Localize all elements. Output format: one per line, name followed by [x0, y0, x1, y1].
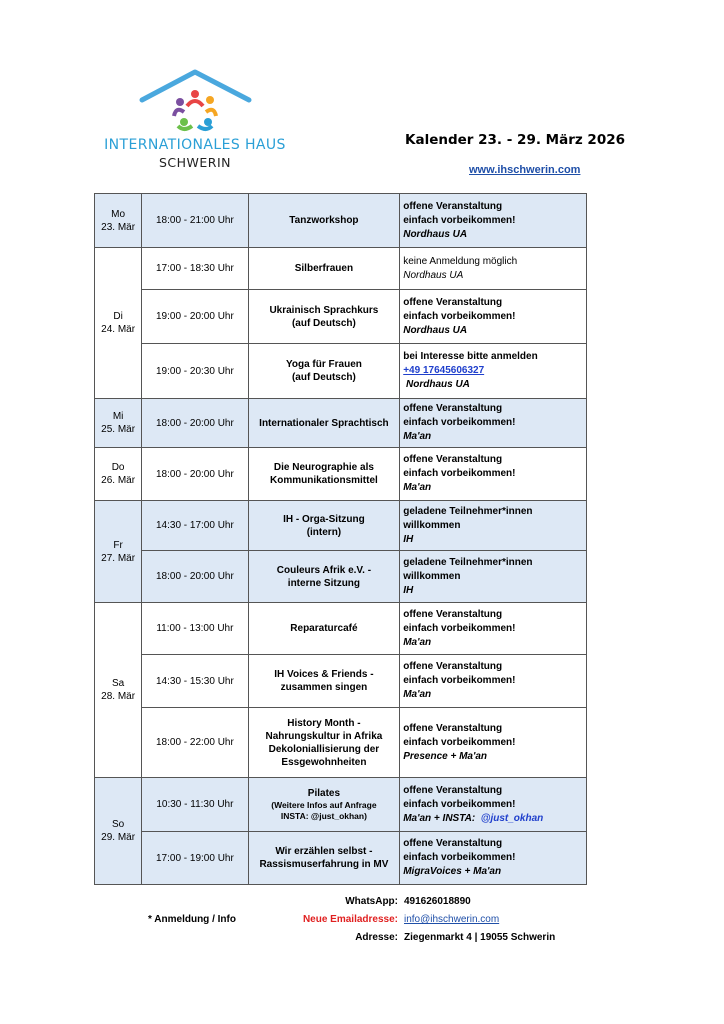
day-cell: Do 26. Mär	[95, 448, 142, 501]
day-cell: Mi 25. Mär	[95, 399, 142, 448]
day-cell: Sa 28. Mär	[95, 603, 142, 778]
event-cell: Silberfrauen	[248, 248, 400, 290]
table-row	[95, 290, 587, 344]
instagram-link[interactable]: @just_okhan	[480, 812, 544, 824]
time-cell: 10:30 - 11:30 Uhr	[142, 778, 248, 832]
event-cell: Pilates (Weitere Infos auf Anfrage INSTA: @just_okhan)	[248, 778, 400, 832]
time-cell: 18:00 - 20:00 Uhr	[142, 551, 248, 603]
time-cell: 19:00 - 20:00 Uhr	[142, 290, 248, 344]
whatsapp-number: 491626018890	[404, 896, 471, 907]
table-row	[95, 832, 587, 885]
info-cell: geladene Teilnehmer*innen willkommen IH	[400, 551, 587, 603]
org-city: SCHWERIN	[158, 155, 232, 170]
day-cell: Mo 23. Mär	[95, 194, 142, 248]
address-value: Ziegenmarkt 4 | 19055 Schwerin	[404, 932, 556, 943]
time-cell: 18:00 - 21:00 Uhr	[142, 194, 248, 248]
time-cell: 17:00 - 19:00 Uhr	[142, 832, 248, 885]
info-cell: offene Veranstaltung einfach vorbeikommen! Ma'an	[400, 448, 587, 501]
info-cell: offene Veranstaltung einfach vorbeikommen! Ma'an + INSTA: @just_okhan	[400, 778, 587, 832]
calendar-table	[94, 193, 587, 885]
info-cell: offene Veranstaltung einfach vorbeikommen! Ma'an	[400, 603, 587, 655]
day-cell: So 29. Mär	[95, 778, 142, 885]
event-cell: IH Voices & Friends - zusammen singen	[248, 655, 400, 708]
phone-link[interactable]: +49 17645606327	[403, 365, 485, 376]
info-cell: bei Interesse bitte anmelden +49 17645606327 Nordhaus UA	[400, 344, 587, 399]
event-cell: Ukrainisch Sprachkurs (auf Deutsch)	[248, 290, 400, 344]
info-cell: offene Veranstaltung einfach vorbeikommen! Nordhaus UA	[400, 194, 587, 248]
time-cell: 14:30 - 17:00 Uhr	[142, 501, 248, 551]
table-row	[95, 344, 587, 399]
email-label: Neue Emailadresse:	[302, 914, 398, 925]
info-cell: keine Anmeldung möglich Nordhaus UA	[400, 248, 587, 290]
table-row	[95, 551, 587, 603]
info-cell: offene Veranstaltung einfach vorbeikommen! Nordhaus UA	[400, 290, 587, 344]
table-row	[95, 655, 587, 708]
info-cell: offene Veranstaltung einfach vorbeikommen! Ma'an	[400, 655, 587, 708]
calendar-title: Kalender 23. - 29. März 2026	[405, 132, 626, 148]
table-row	[95, 248, 587, 290]
day-cell: Di 24. Mär	[95, 248, 142, 399]
table-row	[95, 501, 587, 551]
event-cell: History Month - Nahrungskultur in Afrika Dekoloniallisierung der Essgewohnheiten	[248, 708, 400, 778]
time-cell: 19:00 - 20:30 Uhr	[142, 344, 248, 399]
time-cell: 18:00 - 22:00 Uhr	[142, 708, 248, 778]
info-cell: offene Veranstaltung einfach vorbeikommen! MigraVoices + Ma'an	[400, 832, 587, 885]
time-cell: 18:00 - 20:00 Uhr	[142, 399, 248, 448]
event-cell: Die Neurographie als Kommunikationsmittel	[248, 448, 400, 501]
time-cell: 18:00 - 20:00 Uhr	[142, 448, 248, 501]
org-name: INTERNATIONALES HAUS	[104, 137, 286, 153]
time-cell: 17:00 - 18:30 Uhr	[142, 248, 248, 290]
event-cell: Internationaler Sprachtisch	[248, 399, 400, 448]
event-cell: Tanzworkshop	[248, 194, 400, 248]
event-cell: Yoga für Frauen (auf Deutsch)	[248, 344, 400, 399]
address-label: Adresse:	[355, 932, 398, 943]
event-cell: Reparaturcafé	[248, 603, 400, 655]
event-cell: Couleurs Afrik e.V. - interne Sitzung	[248, 551, 400, 603]
table-row	[95, 399, 587, 448]
day-cell: Fr 27. Mär	[95, 501, 142, 603]
email-link[interactable]: info@ihschwerin.com	[404, 914, 500, 925]
table-row	[95, 778, 587, 832]
table-row	[95, 194, 587, 248]
event-cell: IH - Orga-Sitzung (intern)	[248, 501, 400, 551]
table-row	[95, 708, 587, 778]
table-row	[95, 448, 587, 501]
info-cell: offene Veranstaltung einfach vorbeikommen! Presence + Ma'an	[400, 708, 587, 778]
website-link[interactable]: www.ihschwerin.com	[469, 164, 581, 176]
time-cell: 14:30 - 15:30 Uhr	[142, 655, 248, 708]
whatsapp-label: WhatsApp:	[345, 896, 398, 907]
house-people-logo-icon	[138, 66, 253, 136]
info-cell: offene Veranstaltung einfach vorbeikommen! Ma'an	[400, 399, 587, 448]
table-row	[95, 603, 587, 655]
event-cell: Wir erzählen selbst - Rassismuserfahrung in MV	[248, 832, 400, 885]
registration-note: * Anmeldung / Info	[148, 914, 236, 925]
time-cell: 11:00 - 13:00 Uhr	[142, 603, 248, 655]
logo	[100, 66, 290, 176]
info-cell: geladene Teilnehmer*innen willkommen IH	[400, 501, 587, 551]
